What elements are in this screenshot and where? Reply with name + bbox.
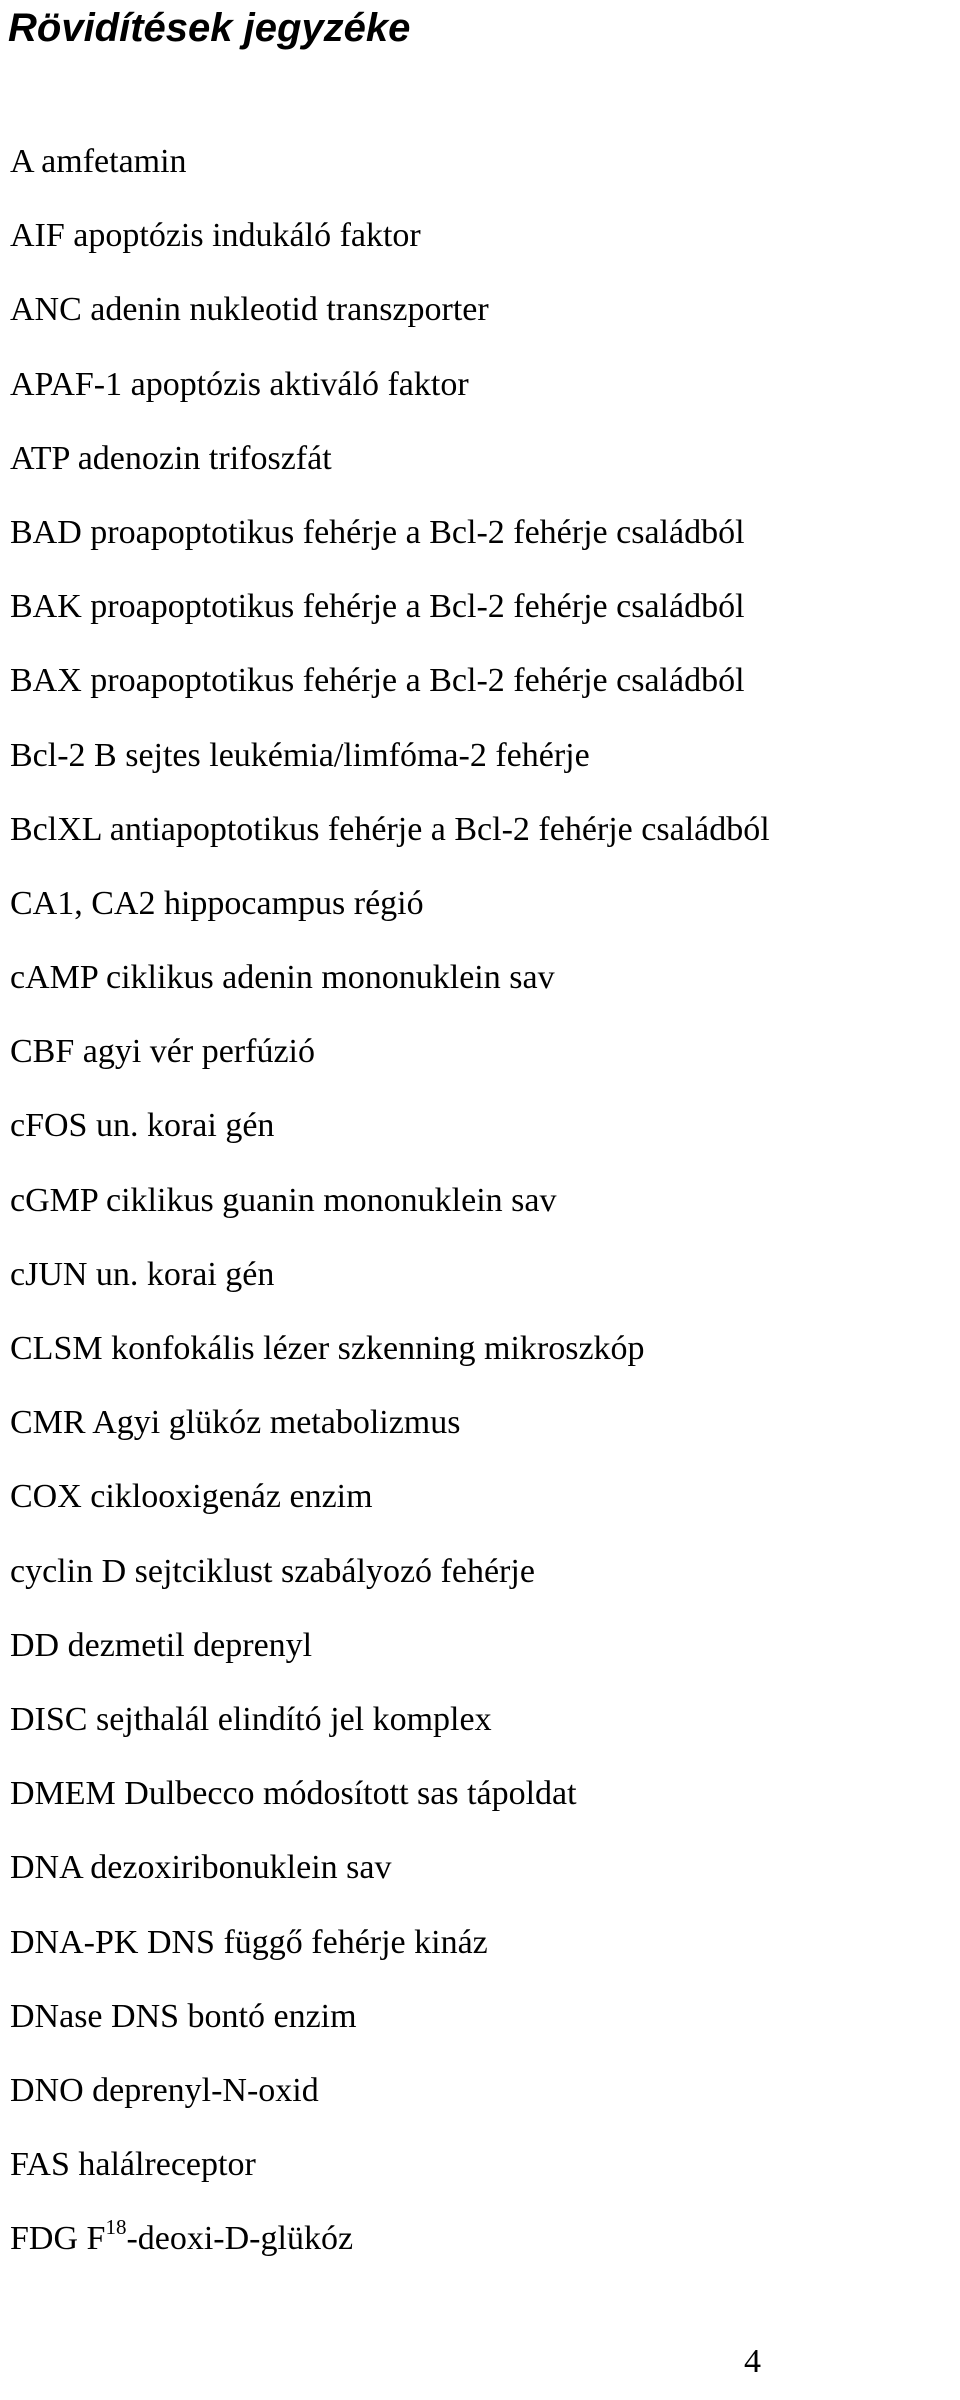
list-item: CA1, CA2 hippocampus régió — [10, 884, 424, 922]
abbreviation-list — [10, 137, 770, 2288]
list-item: APAF-1 apoptózis aktiváló faktor — [10, 365, 469, 403]
fdg-superscript: 18 — [105, 2214, 127, 2239]
list-item: BclXL antiapoptotikus fehérje a Bcl-2 fehérje családból — [10, 810, 770, 848]
list-item: Bcl-2 B sejtes leukémia/limfóma-2 fehérje — [10, 736, 590, 774]
fdg-rest: -deoxi-D-glükóz — [126, 2220, 354, 2258]
list-item: COX ciklooxigenáz enzim — [10, 1478, 373, 1516]
list-item: CMR Agyi glükóz metabolizmus — [10, 1404, 461, 1442]
list-item: cFOS un. korai gén — [10, 1107, 275, 1145]
list-item-fdg — [10, 2214, 770, 2288]
list-item: BAX proapoptotikus fehérje a Bcl-2 fehérje családból — [10, 662, 745, 700]
list-item: FAS halálreceptor — [10, 2146, 256, 2184]
list-item: ATP adenozin trifoszfát — [10, 439, 332, 477]
list-item: AIF apoptózis indukáló faktor — [10, 217, 421, 255]
list-item: DNA-PK DNS függő fehérje kináz — [10, 1923, 488, 1961]
list-item: CBF agyi vér perfúzió — [10, 1033, 315, 1071]
list-item: DNA dezoxiribonuklein sav — [10, 1849, 392, 1887]
list-item: cyclin D sejtciklust szabályozó fehérje — [10, 1552, 535, 1590]
list-item: BAK proapoptotikus fehérje a Bcl-2 fehérje családból — [10, 588, 745, 626]
list-item: DMEM Dulbecco módosított sas tápoldat — [10, 1775, 577, 1813]
list-item: cAMP ciklikus adenin mononuklein sav — [10, 959, 555, 997]
fdg-abbr: FDG F — [10, 2220, 106, 2258]
list-item: ANC adenin nukleotid transzporter — [10, 291, 489, 329]
page-title: Rövidítések jegyzéke — [8, 6, 411, 50]
list-item: cGMP ciklikus guanin mononuklein sav — [10, 1181, 557, 1219]
list-item: A amfetamin — [10, 143, 187, 180]
list-item: BAD proapoptotikus fehérje a Bcl-2 fehérje családból — [10, 513, 745, 551]
list-item: CLSM konfokális lézer szkenning mikroszkóp — [10, 1330, 645, 1367]
page-number: 4 — [744, 2343, 761, 2380]
list-item: DISC sejthalál elindító jel komplex — [10, 1700, 492, 1738]
list-item: DD dezmetil deprenyl — [10, 1626, 313, 1664]
list-item: cJUN un. korai gén — [10, 1255, 275, 1293]
list-item: DNase DNS bontó enzim — [10, 1997, 357, 2035]
list-item: DNO deprenyl-N-oxid — [10, 2071, 319, 2109]
